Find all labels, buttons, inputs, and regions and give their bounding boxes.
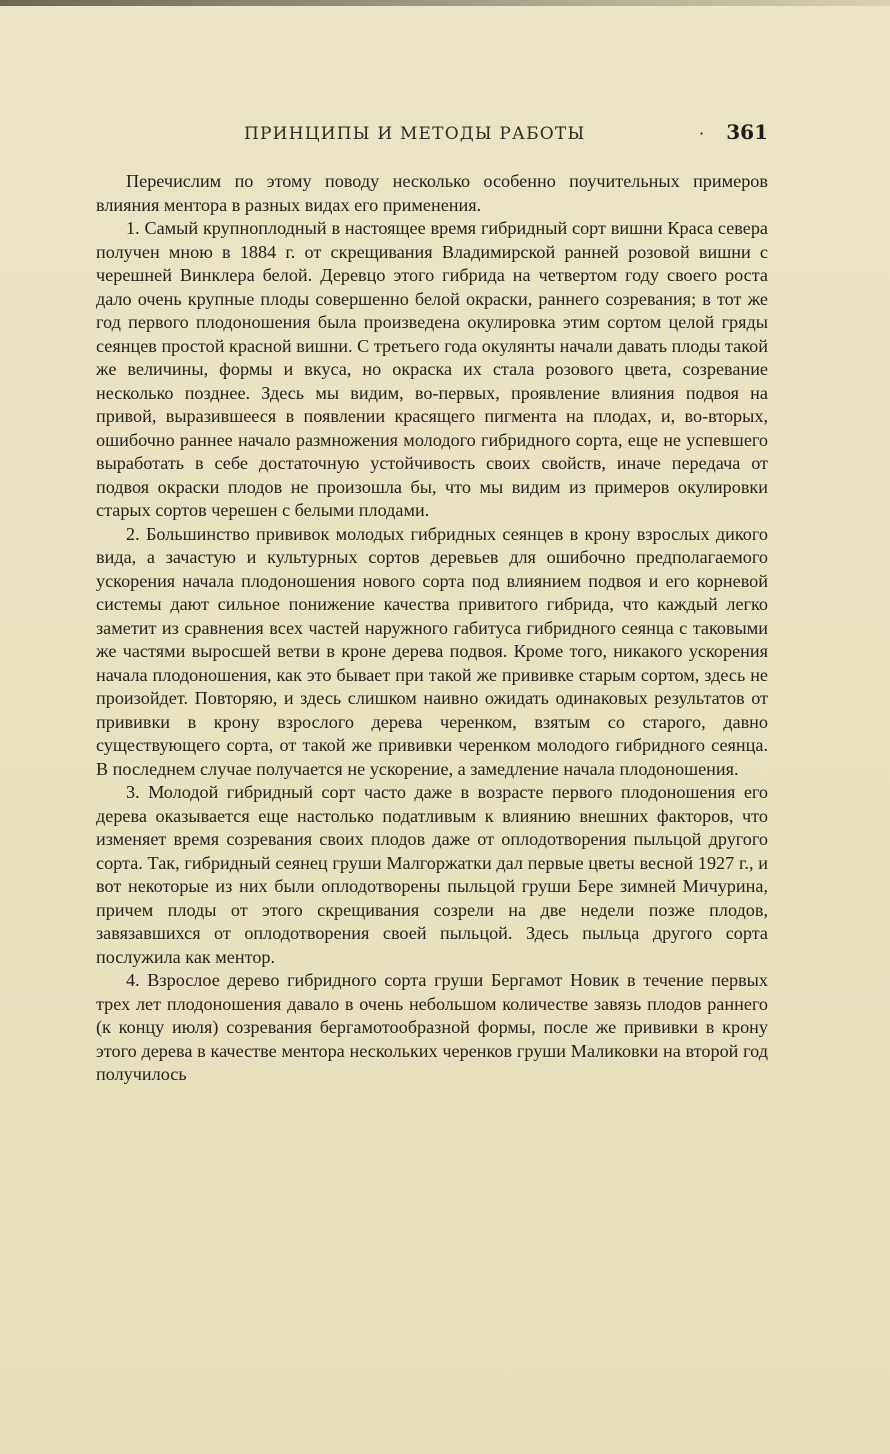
- page-top-edge: [0, 0, 890, 6]
- paragraph-4: 4. Взрослое дерево гибридного сорта груши Бергамот Новик в течение первых трех лет плодоношения давало в очень небольшом количестве завязь плодов раннего (к концу июля) созревания бергамотообразной формы, после же прививки в крону этого дерева в качестве ментора нескольких черенков груши Маликовки на второй год получилось: [96, 970, 768, 1084]
- page-header: [96, 120, 768, 150]
- body-text: [96, 170, 768, 1087]
- page-number: 361: [726, 120, 768, 144]
- paragraph-intro: Перечислим по этому поводу несколько особенно поучительных примеров влияния ментора в разных видах его применения.: [96, 171, 768, 215]
- header-dot: ·: [699, 124, 705, 143]
- paragraph-3: 3. Молодой гибридный сорт часто даже в возрасте первого плодоношения его дерева оказывается еще настолько податливым к влиянию внешних факторов, что изменяет время созревания своих плодов даже от оплодотворения пыльцой другого сорта. Так, гибридный сеянец груши Малгоржатки дал первые цветы весной 1927 г., и вот некоторые из них были оплодотворены пыльцой груши Бере зимней Мичурина, причем плоды от этого скрещивания созрели на две недели позже плодов, завязавшихся от оплодотворения своей пыльцой. Здесь пыльца другого сорта послужила как ментор.: [96, 782, 768, 967]
- paragraph-1: 1. Самый крупноплодный в настоящее время гибридный сорт вишни Краса севера получен мною в 1884 г. от скрещивания Владимирской ранней розовой вишни с черешней Винклера белой. Деревцо этого гибрида на четвертом году своего роста дало очень крупные плоды совершенно белой окраски, раннего созревания; в тот же год первого плодоношения была произведена окулировка этим сортом целой гряды сеянцев простой красной вишни. С третьего года окулянты начали давать плоды такой же величины, формы и вкуса, но окраска их стала розового цвета, созревание несколько позднее. Здесь мы видим, во-первых, проявление влияния подвоя на привой, выразившееся в появлении красящего пигмента на плодах, и, во-вторых, ошибочно раннее начало размножения молодого гибридного сорта, еще не успевшего выработать в себе достаточную устойчивость своих свойств, иначе передача от подвоя окраски плодов не произошла бы, что мы видим из примеров окулировки старых сортов черешен с белыми плодами.: [96, 218, 768, 520]
- paragraph-2: 2. Большинство прививок молодых гибридных сеянцев в крону взрослых дикого вида, а зачастую и культурных сортов деревьев для ошибочно предполагаемого ускорения начала плодоношения нового сорта под влиянием подвоя и его корневой системы дают сильное понижение качества привитого гибрида, что каждый легко заметит из сравнения всех частей наружного габитуса гибридного сеянца с таковыми же частями выросшей ветви в кроне дерева подвоя. Кроме того, никакого ускорения начала плодоношения, как это бывает при такой же прививке старым сортом, здесь не произойдет. Повторяю, и здесь слишком наивно ожидать одинаковых результатов от прививки в крону взрослого дерева черенком, взятым со старого, давно существующего сорта, от такой же прививки черенком молодого гибридного сеянца. В последнем случае получается не ускорение, а замедление начала плодоношения.: [96, 523, 768, 779]
- running-title: ПРИНЦИПЫ И МЕТОДЫ РАБОТЫ: [244, 124, 586, 144]
